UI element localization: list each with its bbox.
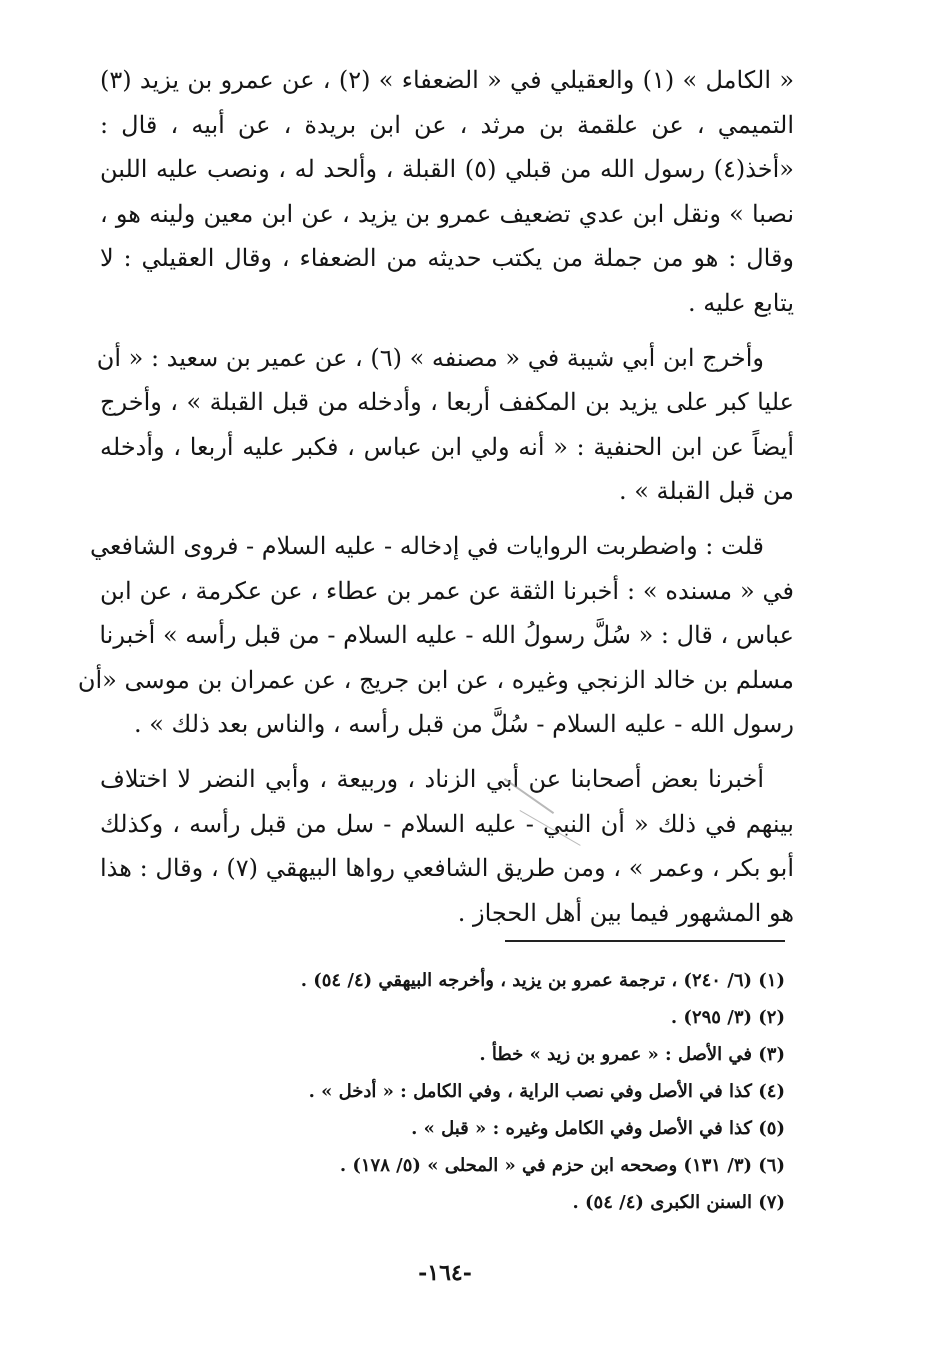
text-line: من قبل القبلة » .	[618, 477, 794, 506]
text-line: « الكامل » (١) والعقيلي في « الضعفاء » (٢) ، عن عمرو بن يزيد (٣)	[100, 66, 794, 94]
text-line: أخبرنا بعض أصحابنا عن أبي الزناد ، وربيعة ، وأبي النضر لا اختلاف	[100, 764, 764, 793]
text-line: التميمي ، عن علقمة بن مرثد ، عن ابن بريدة ، عن أبيه ، قال :	[100, 110, 794, 139]
text-line: بينهم في ذلك « أن النبي - عليه السلام - سل من قبل رأسه ، وكذلك	[100, 809, 794, 838]
footnote-7: (٧) السنن الكبرى (٤/ ٥٤) .	[572, 1192, 785, 1213]
text-line: وقال : هو من جملة من يكتب حديثه من الضعفاء ، وقال العقيلي : لا	[100, 244, 794, 273]
paragraph-2	[96, 336, 794, 514]
footnote-4: (٤) كذا في الأصل وفي نصب الراية ، وفي الكامل : « أدخل » .	[308, 1081, 785, 1102]
footnote-6: (٦) (٣/ ١٣١) وصححه ابن حزم في « المحلى » (٥/ ١٧٨) .	[339, 1155, 785, 1176]
footnote-1: (١) (٦/ ٢٤٠) ، ترجمة عمرو بن يزيد ، وأخرجه البيهقي (٤/ ٥٤) .	[300, 970, 785, 991]
paragraph-3	[77, 524, 794, 747]
footnote-3: (٣) في الأصل : « عمرو بن زيد » خطأ .	[479, 1044, 785, 1065]
text-line: أيضاً عن ابن الحنفية : « أنه ولي ابن عباس ، فكبر عليه أربعا ، وأدخله	[100, 432, 794, 461]
footnote-separator	[505, 940, 785, 942]
text-line: أبو بكر ، وعمر » ، ومن طريق الشافعي رواها البيهقي (٧) ، وقال : هذا	[100, 854, 794, 883]
footnote-2: (٢) (٣/ ٢٩٥) .	[670, 1007, 785, 1028]
text-line: عليا كبر على يزيد بن المكفف أربعا ، وأدخله من قبل القبلة » ، وأخرج	[100, 388, 794, 417]
text-line: عباس ، قال : « سُلَّ رسولُ الله - عليه السلام - من قبل رأسه » أخبرنا	[99, 621, 794, 650]
text-line: وأخرج ابن أبي شيبة في « مصنفه » (٦) ، عن عمير بن سعيد : « أن	[96, 343, 764, 372]
footnote-5: (٥) كذا في الأصل وفي الكامل وغيره : « قبل » .	[411, 1118, 785, 1139]
text-line: هو المشهور فيما بين أهل الحجاز .	[457, 898, 794, 927]
text-line: نصبا » ونقل ابن عدي تضعيف عمرو بن يزيد ، عن ابن معين ولينه هو ،	[100, 199, 794, 228]
text-line: رسول الله - عليه السلام - سُلَّ من قبل رأسه ، والناس بعد ذلك » .	[133, 710, 794, 739]
text-line: «أخذ(٤) رسول الله من قبلي (٥) القبلة ، وألحد له ، ونصب عليه اللبن	[100, 155, 794, 184]
paragraph-1	[100, 58, 794, 326]
footnotes	[200, 962, 785, 1221]
text-line: يتابع عليه .	[688, 288, 794, 317]
page-number: -١٦٤-	[418, 1260, 472, 1286]
book-page-body	[77, 58, 794, 935]
text-line: في « مسنده » : أخبرنا الثقة عن عمر بن عطاء ، عن عكرمة ، عن ابن	[100, 576, 794, 605]
paragraph-4	[100, 757, 794, 935]
text-line: مسلم بن خالد الزنجي وغيره ، عن ابن جريج ، عن عمران بن موسى «أن	[77, 665, 794, 694]
text-line: قلت : واضطربت الروايات في إدخاله - عليه السلام - فروى الشافعي	[89, 531, 764, 560]
